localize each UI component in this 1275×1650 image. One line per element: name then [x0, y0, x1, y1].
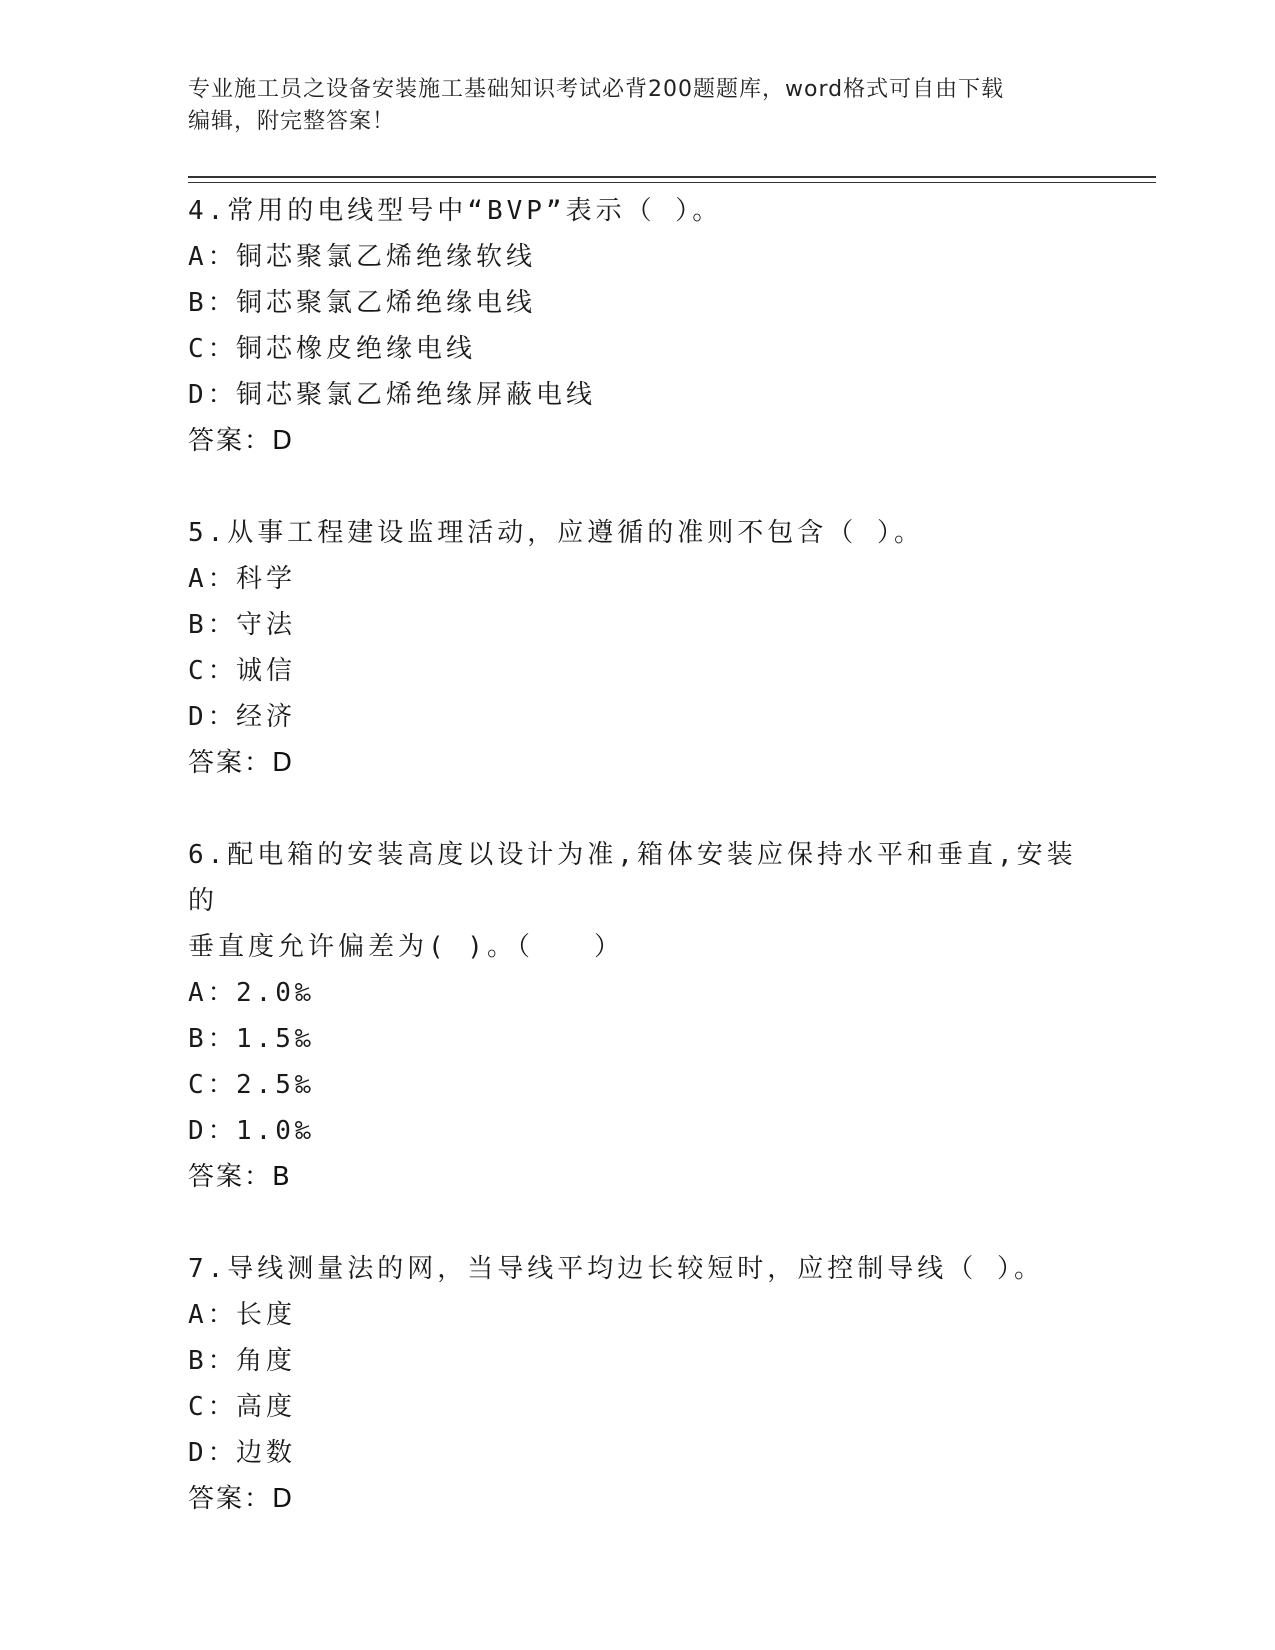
option-letter: D：	[188, 702, 238, 732]
option-a	[188, 234, 1088, 280]
option-d	[188, 1108, 1088, 1154]
header-line-2: 编辑，附完整答案！	[188, 109, 396, 134]
question-stem: 6.配电箱的安装高度以设计为准,箱体安装应保持水平和垂直,安装的	[188, 840, 1077, 916]
option-b	[188, 280, 1088, 326]
option-c	[188, 1384, 1088, 1430]
header-divider-thin	[188, 182, 1156, 183]
option-a	[188, 1292, 1088, 1338]
option-letter: C：	[188, 656, 238, 686]
option-letter: B：	[188, 1346, 238, 1376]
option-text: 1.5‰	[236, 1024, 315, 1054]
header-divider-thick	[188, 176, 1156, 178]
header-line-1: 专业施工员之设备安装施工基础知识考试必背200题题库，word格式可自由下载	[188, 77, 1005, 102]
option-text: 边数	[236, 1438, 297, 1468]
option-a	[188, 970, 1088, 1016]
option-letter: C：	[188, 334, 238, 364]
question-stem-continued: 垂直度允许偏差为( )。（ ）	[188, 932, 624, 962]
option-text: 长度	[236, 1300, 297, 1330]
option-d	[188, 1430, 1088, 1476]
question-7	[188, 1246, 1088, 1522]
option-letter: C：	[188, 1392, 238, 1422]
option-letter: D：	[188, 1438, 238, 1468]
option-c	[188, 1062, 1088, 1108]
question-4	[188, 188, 1088, 464]
option-text: 守法	[236, 610, 297, 640]
option-letter: A：	[188, 978, 238, 1008]
option-text: 2.5‰	[236, 1070, 315, 1100]
option-text: 2.0‰	[236, 978, 315, 1008]
option-d	[188, 694, 1088, 740]
option-b	[188, 1016, 1088, 1062]
option-letter: C：	[188, 1070, 238, 1100]
answer-label: 答案：D	[188, 748, 295, 778]
question-list	[188, 188, 1088, 1568]
answer-label: 答案：D	[188, 426, 295, 456]
option-letter: B：	[188, 288, 238, 318]
option-d	[188, 372, 1088, 418]
option-text: 高度	[236, 1392, 297, 1422]
option-text: 经济	[236, 702, 297, 732]
option-text: 铜芯聚氯乙烯绝缘电线	[236, 288, 537, 318]
answer-label: 答案：D	[188, 1484, 295, 1514]
option-letter: D：	[188, 380, 238, 410]
option-text: 1.0‰	[236, 1116, 315, 1146]
option-letter: A：	[188, 1300, 238, 1330]
question-5	[188, 510, 1088, 786]
option-a	[188, 556, 1088, 602]
option-text: 角度	[236, 1346, 297, 1376]
option-text: 诚信	[236, 656, 297, 686]
option-c	[188, 648, 1088, 694]
option-text: 铜芯聚氯乙烯绝缘屏蔽电线	[236, 380, 597, 410]
option-letter: A：	[188, 242, 238, 272]
question-6	[188, 832, 1088, 1200]
option-c	[188, 326, 1088, 372]
option-b	[188, 602, 1088, 648]
option-text: 科学	[236, 564, 297, 594]
question-stem: 7.导线测量法的网，当导线平均边长较短时，应控制导线（ ）。	[188, 1254, 1044, 1284]
answer-label: 答案：B	[188, 1162, 292, 1192]
option-letter: B：	[188, 1024, 238, 1054]
option-letter: A：	[188, 564, 238, 594]
question-stem: 5.从事工程建设监理活动，应遵循的准则不包含（ ）。	[188, 518, 924, 548]
option-text: 铜芯橡皮绝缘电线	[236, 334, 477, 364]
option-letter: B：	[188, 610, 238, 640]
document-header	[188, 74, 1088, 138]
question-stem: 4.常用的电线型号中“BVP”表示（ ）。	[188, 196, 723, 226]
option-text: 铜芯聚氯乙烯绝缘软线	[236, 242, 537, 272]
option-letter: D：	[188, 1116, 238, 1146]
option-b	[188, 1338, 1088, 1384]
